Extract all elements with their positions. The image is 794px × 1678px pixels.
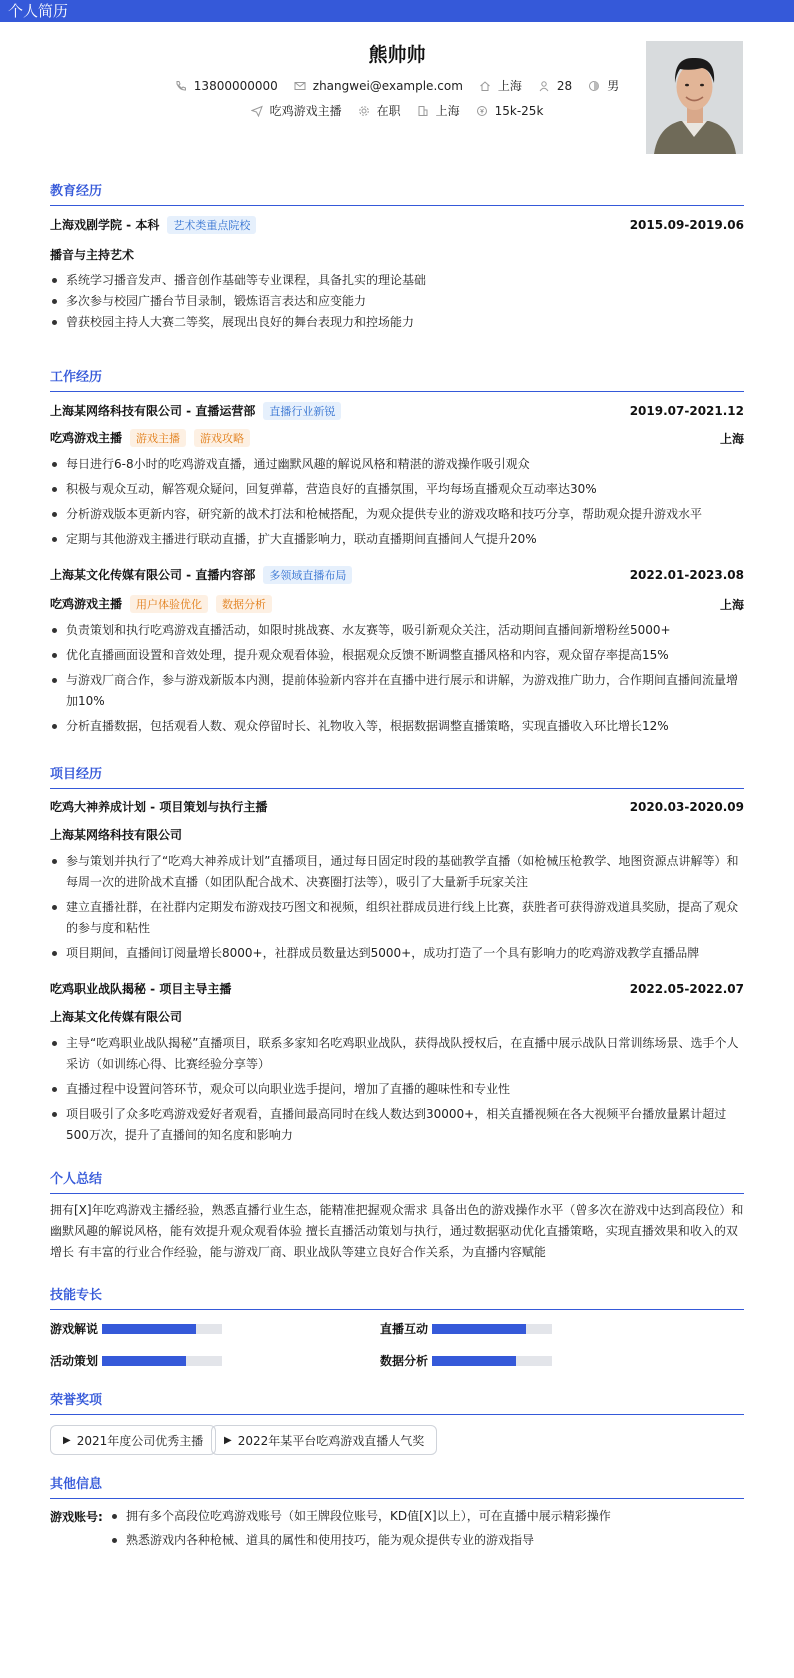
skill-label: 活动策划 xyxy=(50,1354,99,1368)
project-header xyxy=(50,980,744,997)
age-text: 28 xyxy=(556,78,573,93)
salary-icon xyxy=(476,105,488,117)
skill-bar xyxy=(432,1324,552,1334)
skill-item xyxy=(50,1352,222,1369)
list-item: 与游戏厂商合作，参与游戏新版本内测，提前体验新内容并在直播中进行展示和讲解，为游戏推广助力，合作期间直播间流量增加10% xyxy=(50,670,744,712)
other-section xyxy=(50,1473,744,1578)
other-bullets xyxy=(110,1506,744,1551)
school-name: 上海戏剧学院 - 本科 xyxy=(50,218,160,232)
job-title-info xyxy=(251,102,342,119)
profile-photo xyxy=(646,41,743,154)
role-tag: 用户体验优化 xyxy=(130,595,208,613)
play-icon: ▶ xyxy=(224,1434,232,1446)
section-title: 项目经历 xyxy=(50,763,744,789)
section-title: 荣誉奖项 xyxy=(50,1389,744,1415)
list-item: 负责策划和执行吃鸡游戏直播活动，如限时挑战赛、水友赛等，吸引新观众关注，活动期间直播间新增粉丝5000+ xyxy=(50,620,744,641)
major-row xyxy=(50,246,744,263)
project-name: 吃鸡大神养成计划 - 项目策划与执行主播 xyxy=(50,800,268,814)
send-icon xyxy=(251,105,263,117)
skill-fill xyxy=(102,1356,186,1366)
list-item: 参与策划并执行了“吃鸡大神养成计划”直播项目，通过每日固定时段的基础教学直播（如枪械压枪教学、地图资源点讲解等）和每周一次的进阶战术直播（如团队配合战术、决赛圈打法等），吸引了大量新手玩家关注 xyxy=(50,851,744,893)
project-company-row xyxy=(50,1008,744,1025)
list-item: 优化直播画面设置和音效处理，提升观众观看体验，根据观众反馈不断调整直播风格和内容，观众留存率提高15% xyxy=(50,645,744,666)
list-item: 熟悉游戏内各种枪械、道具的属性和使用技巧，能为观众提供专业的游戏指导 xyxy=(110,1530,744,1551)
skill-fill xyxy=(432,1324,526,1334)
project-company: 上海某网络科技有限公司 xyxy=(50,828,183,842)
summary-text: 拥有[X]年吃鸡游戏主播经验，熟悉直播行业生态，能精准把握观众需求 具备出色的游戏操作水平（曾多次在游戏中达到高段位）和幽默风趣的解说风格，能有效提升观众观看体验 擅长直播活动策划与执行，通过数据驱动优化直播策略，实现直播效果和收入的双增长 有丰富的行业合作经验，能与游戏厂商、职业战队等建立良好合作关系，为直播内容赋能 xyxy=(50,1203,744,1259)
project-name: 吃鸡职业战队揭秘 - 项目主导主播 xyxy=(50,982,232,996)
phone-icon xyxy=(175,80,187,92)
person-icon xyxy=(538,80,550,92)
skill-fill xyxy=(432,1356,516,1366)
school-tag: 艺术类重点院校 xyxy=(167,216,256,234)
other-label: 游戏账号: xyxy=(50,1510,103,1524)
salary-text: 15k-25k xyxy=(494,103,544,118)
project-date: 2022.05-2022.07 xyxy=(629,981,744,996)
role-row xyxy=(50,429,744,447)
company-tag: 多领域直播布局 xyxy=(263,566,352,584)
list-item: 积极与观众互动，解答观众疑问，回复弹幕，营造良好的直播氛围，平均每场直播观众互动率达30% xyxy=(50,479,744,500)
job-city: 上海 xyxy=(719,597,744,612)
list-item: 每日进行6-8小时的吃鸡游戏直播，通过幽默风趣的解说风格和精湛的游戏操作吸引观众 xyxy=(50,454,744,475)
job-date: 2022.01-2023.08 xyxy=(629,568,744,582)
salary-info xyxy=(476,104,544,118)
list-item: 曾获校园主持人大赛二等奖，展现出良好的舞台表现力和控场能力 xyxy=(50,312,744,333)
role-name: 吃鸡游戏主播 xyxy=(50,597,123,611)
skill-item xyxy=(50,1320,222,1337)
major-text: 播音与主持艺术 xyxy=(50,248,135,262)
skill-bar xyxy=(102,1356,222,1366)
awards-section xyxy=(50,1389,744,1464)
role-line xyxy=(50,429,250,447)
company-tag: 直播行业新锐 xyxy=(263,402,341,420)
page-title-bar xyxy=(0,0,794,22)
profile-header xyxy=(0,22,794,180)
project-bullets xyxy=(50,851,744,964)
award-label: 2022年某平台吃鸡游戏直播人气奖 xyxy=(237,1433,425,1448)
mail-icon xyxy=(294,80,306,92)
skill-item xyxy=(380,1352,552,1369)
company-name: 上海某网络科技有限公司 - 直播运营部 xyxy=(50,404,256,418)
company-line xyxy=(50,402,341,420)
education-section xyxy=(50,180,744,345)
list-item: 建立直播社群，在社群内定期发布游戏技巧图文和视频，组织社群成员进行线上比赛，获胜者可获得游戏道具奖励，提高了观众的参与度和粘性 xyxy=(50,897,744,939)
education-header xyxy=(50,216,744,234)
page-title: 个人简历 xyxy=(8,2,69,20)
role-line xyxy=(50,595,272,613)
job-city: 上海 xyxy=(719,431,744,446)
section-title: 技能专长 xyxy=(50,1284,744,1310)
candidate-name: 熊帅帅 xyxy=(368,44,426,66)
project-company: 上海某文化传媒有限公司 xyxy=(50,1010,183,1024)
skill-item xyxy=(380,1320,552,1337)
role-row xyxy=(50,595,744,613)
list-item: 主导“吃鸡职业战队揭秘”直播项目，联系多家知名吃鸡职业战队，获得战队授权后，在直播中展示战队日常训练场景、选手个人采访（如训练心得、比赛经验分享等） xyxy=(50,1033,744,1075)
education-bullets xyxy=(50,270,744,333)
skill-label: 直播互动 xyxy=(380,1322,429,1336)
summary-section xyxy=(50,1168,744,1268)
section-title: 教育经历 xyxy=(50,180,744,206)
company-name: 上海某文化传媒有限公司 - 直播内容部 xyxy=(50,568,256,582)
email-info xyxy=(294,79,463,93)
role-name: 吃鸡游戏主播 xyxy=(50,431,123,445)
location-text: 上海 xyxy=(497,79,522,93)
age-info xyxy=(538,79,572,93)
award-item[interactable] xyxy=(50,1425,216,1455)
play-icon: ▶ xyxy=(63,1434,71,1446)
list-item: 项目期间，直播间订阅量增长8000+，社群成员数量达到5000+，成功打造了一个具有影响力的吃鸡游戏教学直播品牌 xyxy=(50,943,744,964)
list-item: 直播过程中设置问答环节，观众可以向职业选手提问，增加了直播的趣味性和专业性 xyxy=(50,1079,744,1100)
projects-section xyxy=(50,763,744,1148)
list-item: 分析直播数据，包括观看人数、观众停留时长、礼物收入等，根据数据调整直播策略，实现直播收入环比增长12% xyxy=(50,716,744,737)
gender-info xyxy=(588,77,619,94)
job-title-text: 吃鸡游戏主播 xyxy=(269,104,342,118)
section-title: 其他信息 xyxy=(50,1473,744,1499)
school-line xyxy=(50,216,256,234)
email-text: zhangwei@example.com xyxy=(312,78,463,93)
gender-text: 男 xyxy=(607,79,620,93)
status-text: 在职 xyxy=(376,104,401,118)
home-icon xyxy=(479,80,491,92)
work-city-text: 上海 xyxy=(435,104,460,118)
project-date: 2020.03-2020.09 xyxy=(629,799,744,814)
list-item: 定期与其他游戏主播进行联动直播，扩大直播影响力，联动直播期间直播间人气提升20% xyxy=(50,529,744,550)
project-bullets xyxy=(50,1033,744,1146)
project-company-row xyxy=(50,826,744,843)
job-header xyxy=(50,566,744,584)
award-label: 2021年度公司优秀主播 xyxy=(76,1433,204,1448)
list-item: 拥有多个高段位吃鸡游戏账号（如王牌段位账号，KD值[X]以上），可在直播中展示精彩操作 xyxy=(110,1506,744,1527)
list-item: 项目吸引了众多吃鸡游戏爱好者观看，直播间最高同时在线人数达到30000+，相关直播视频在各大视频平台播放量累计超过500万次，提升了直播间的知名度和影响力 xyxy=(50,1104,744,1146)
location-info xyxy=(479,77,522,94)
skill-fill xyxy=(102,1324,196,1334)
building-icon xyxy=(417,105,429,117)
gear-icon xyxy=(358,105,370,117)
list-item: 多次参与校园广播台节目录制，锻炼语言表达和应变能力 xyxy=(50,291,744,312)
status-info xyxy=(358,102,401,119)
role-tag: 游戏攻略 xyxy=(194,429,250,447)
section-title: 个人总结 xyxy=(50,1168,744,1194)
phone-info xyxy=(175,79,278,93)
job-header xyxy=(50,402,744,420)
project-header xyxy=(50,798,744,815)
job-bullets xyxy=(50,620,744,737)
job-date: 2019.07-2021.12 xyxy=(629,404,744,418)
skill-bar xyxy=(102,1324,222,1334)
role-tag: 游戏主播 xyxy=(130,429,186,447)
education-date: 2015.09-2019.06 xyxy=(629,218,744,232)
skills-section xyxy=(50,1284,744,1374)
list-item: 系统学习播音发声、播音创作基础等专业课程，具备扎实的理论基础 xyxy=(50,270,744,291)
gender-icon xyxy=(588,80,600,92)
skill-bar xyxy=(432,1356,552,1366)
role-tag: 数据分析 xyxy=(216,595,272,613)
skill-label: 数据分析 xyxy=(380,1354,429,1368)
job-bullets xyxy=(50,454,744,550)
award-item[interactable] xyxy=(211,1425,437,1455)
work-city-info xyxy=(417,102,460,119)
skill-label: 游戏解说 xyxy=(50,1322,99,1336)
company-line xyxy=(50,566,352,584)
list-item: 分析游戏版本更新内容，研究新的战术打法和枪械搭配，为观众提供专业的游戏攻略和技巧分享，帮助观众提升游戏水平 xyxy=(50,504,744,525)
phone-text: 13800000000 xyxy=(193,78,278,93)
section-title: 工作经历 xyxy=(50,366,744,392)
work-section xyxy=(50,366,744,746)
